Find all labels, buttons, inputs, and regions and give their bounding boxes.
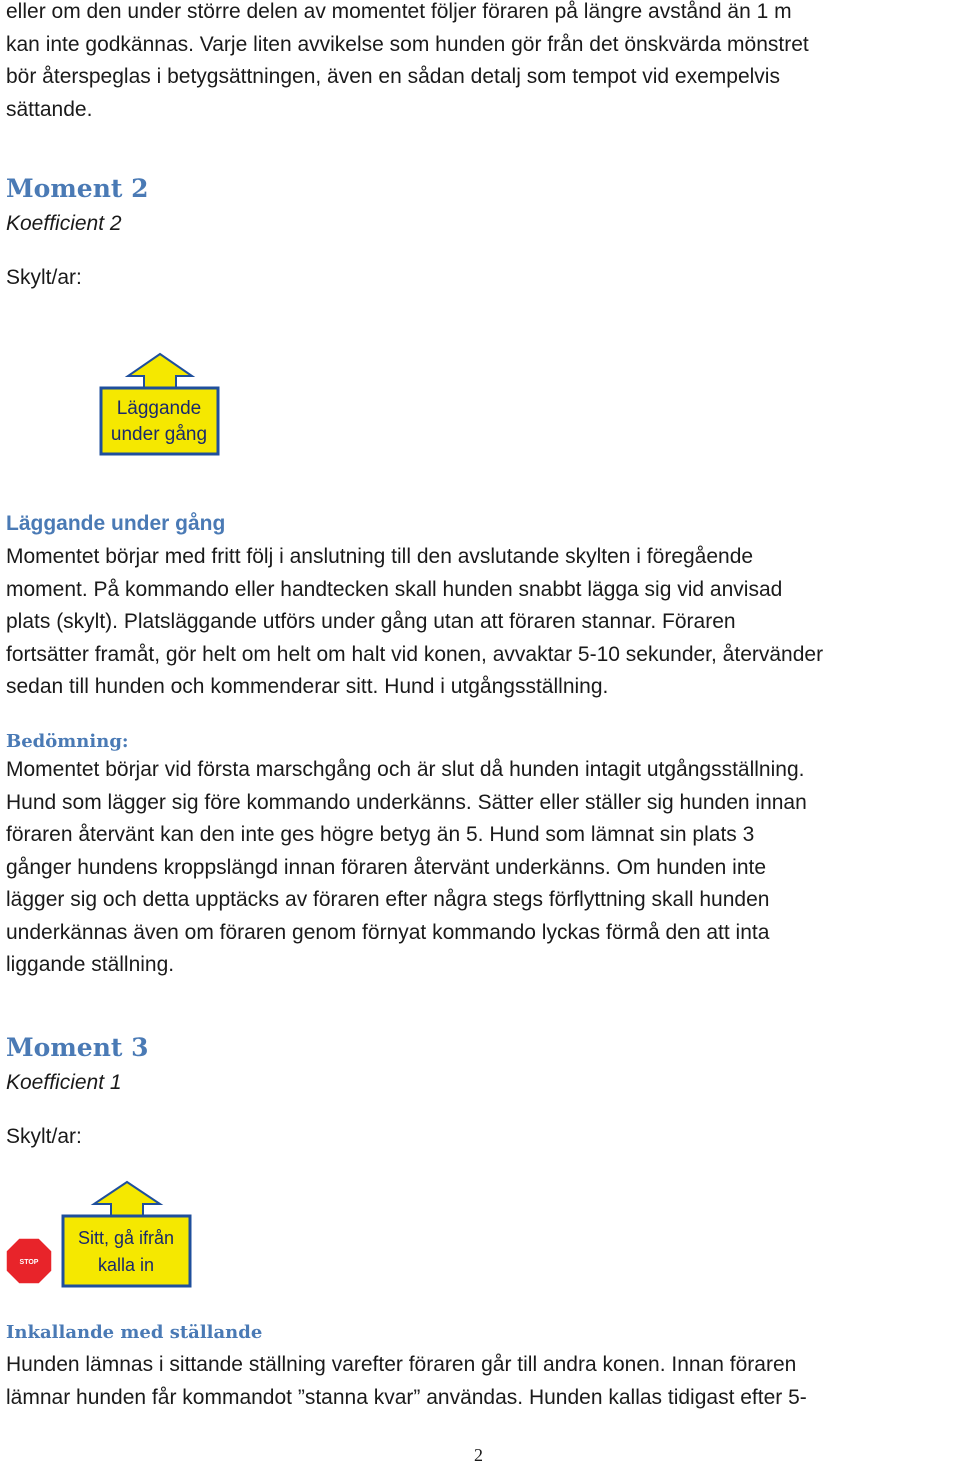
text-line: sedan till hunden och kommenderar sitt. Hund i utgångsställning. xyxy=(6,675,609,698)
text-line: moment. På kommando eller handtecken skall hunden snabbt lägga sig vid anvisad xyxy=(6,577,783,601)
up-arrow-icon xyxy=(94,1182,160,1218)
moment-3-description xyxy=(6,1349,956,1414)
text-line: sättande. xyxy=(6,97,93,121)
stop-sign-icon xyxy=(4,1236,54,1286)
sign-text-line2: under gång xyxy=(110,424,208,445)
moment-2-assessment xyxy=(6,754,956,982)
moment-2-title: Moment 2 xyxy=(6,174,149,203)
text-line: kan inte godkännas. Varje liten avvikelse som hunden gör från det önskvärda mönstret xyxy=(6,32,809,56)
moment-3-title: Moment 3 xyxy=(6,1033,149,1062)
sign-text-line1: Sitt, gå ifrån xyxy=(77,1228,175,1248)
stop-sign-text: STOP xyxy=(19,1259,39,1266)
sign-board xyxy=(63,1216,190,1286)
moment-2-assessment-label: Bedömning: xyxy=(6,731,129,752)
text-line: plats (skylt). Platsläggande utförs under gång utan att föraren stannar. Föraren xyxy=(6,610,736,633)
text-line: Hund som lägger sig före kommando underkänns. Sätter eller ställer sig hunden innan xyxy=(6,790,807,814)
text-line: fortsätter framåt, gör helt om helt om halt vid konen, avvaktar 5-10 sekunder, återvänder xyxy=(6,642,824,666)
text-line: underkännas även om föraren genom förnyat kommando lyckas förmå den att inta xyxy=(6,920,770,944)
sign-text-line2: kalla in xyxy=(97,1255,155,1275)
text-line: eller om den under större delen av momentet följer föraren på längre avstånd än 1 m xyxy=(6,0,792,23)
text-line: Momentet börjar vid första marschgång och är slut då hunden intagit utgångsställning. xyxy=(6,758,805,781)
moment-3-coefficient: Koefficient 1 xyxy=(6,1071,122,1094)
text-line: liggande ställning. xyxy=(6,953,175,976)
up-arrow-icon xyxy=(128,354,192,390)
laggande-under-gang-sign xyxy=(98,352,222,458)
moment-2-description xyxy=(6,541,956,704)
intro-paragraph xyxy=(6,0,956,126)
text-line: bör återspeglas i betygsättningen, även en sådan detalj som tempot vid exempelvis xyxy=(6,65,780,88)
moment-2-coefficient: Koefficient 2 xyxy=(6,212,122,235)
moment-3-heading: Inkallande med ställande xyxy=(6,1322,263,1343)
text-line: föraren återvänt kan den inte ges högre betyg än 5. Hund som lämnat sin plats 3 xyxy=(6,823,755,846)
page-number: 2 xyxy=(474,1445,483,1465)
sign-text-line1: Läggande xyxy=(116,398,202,419)
text-line: lämnar hunden får kommandot ”stanna kvar” användas. Hunden kallas tidigast efter 5- xyxy=(6,1385,807,1409)
text-line: Momentet börjar med fritt följ i anslutning till den avslutande skylten i föregående xyxy=(6,545,754,568)
moment-3-sign-label: Skylt/ar: xyxy=(6,1125,82,1148)
sitt-ga-ifran-kalla-in-sign xyxy=(60,1180,194,1290)
moment-2-sign-label: Skylt/ar: xyxy=(6,266,82,289)
text-line: lägger sig och detta upptäcks av föraren efter några stegs förflyttning skall hunden xyxy=(6,888,770,911)
text-line: gånger hundens kroppslängd innan föraren återvänt underkänns. Om hunden inte xyxy=(6,855,767,879)
text-line: Hunden lämnas i sittande ställning varefter föraren går till andra konen. Innan föraren xyxy=(6,1353,797,1376)
moment-2-heading: Läggande under gång xyxy=(6,512,226,535)
